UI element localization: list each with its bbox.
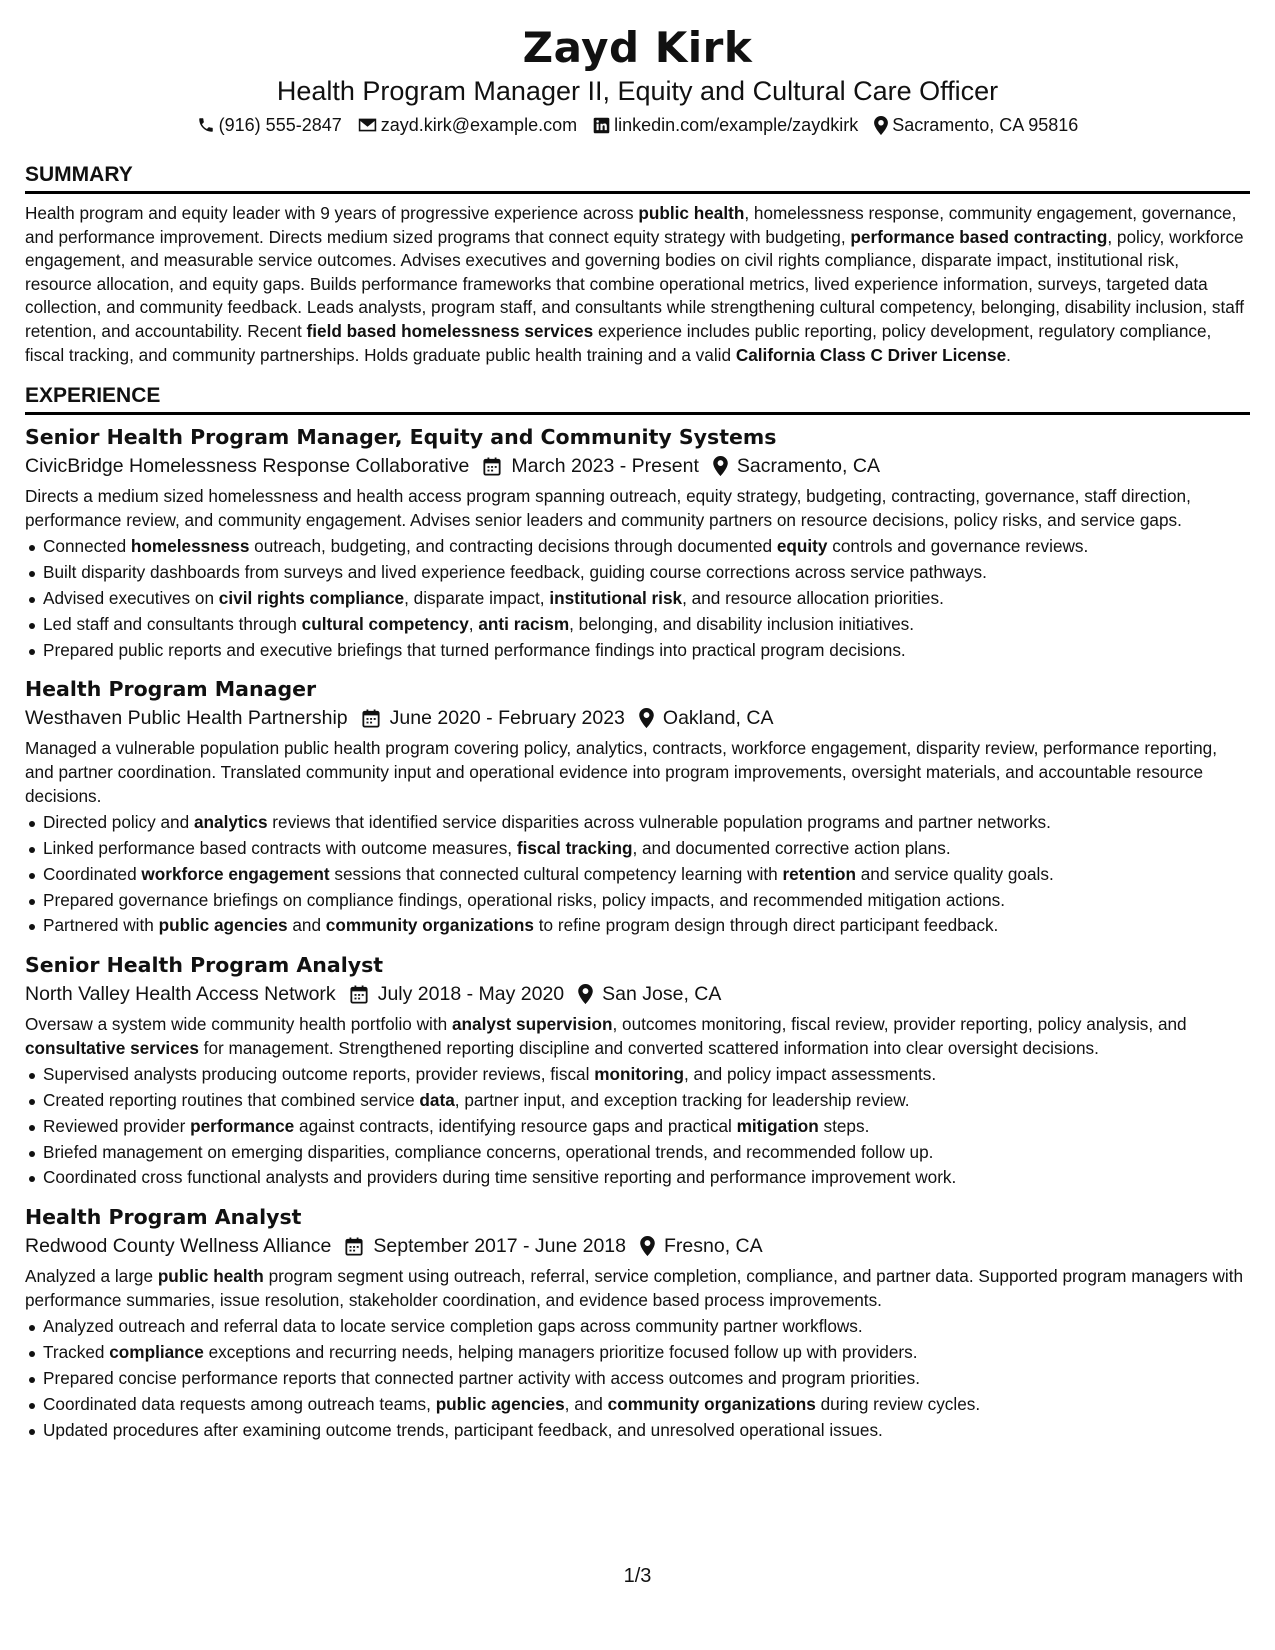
job-title: Senior Health Program Analyst: [25, 953, 384, 978]
candidate-name: Zayd Kirk: [522, 23, 753, 72]
job-organization: CivicBridge Homelessness Response Collaborative: [25, 455, 470, 478]
bold-keyword: performance based contracting: [850, 226, 1108, 247]
bullet-item: Supervised analysts producing outcome reports, provider reviews, fiscal monitoring, and policy impact assessments.: [25, 1062, 1250, 1088]
bold-keyword: monitoring: [594, 1064, 684, 1085]
job-location: San Jose, CA: [602, 983, 722, 1006]
bullet-item: Coordinated cross functional analysts and providers during time sensitive reporting and performance improvement work.: [25, 1165, 1250, 1191]
resume-header: [25, 22, 1250, 137]
contact-email[interactable]: [358, 113, 577, 137]
bold-keyword: mitigation: [736, 1115, 819, 1136]
calendar-icon: [362, 709, 380, 728]
calendar-icon: [483, 457, 501, 476]
map-pin-icon: [639, 708, 654, 728]
bold-keyword: equity: [776, 536, 828, 557]
job-entry: [25, 1203, 1250, 1443]
contact-location: [874, 113, 1078, 137]
bullet-item: Advised executives on civil rights compliance, disparate impact, institutional risk, and resource allocation priorities.: [25, 586, 1250, 612]
bold-keyword: California Class C Driver License: [735, 344, 1007, 365]
job-title: Health Program Analyst: [25, 1205, 302, 1230]
linkedin-text[interactable]: linkedin.com/example/zaydkirk: [614, 115, 859, 135]
bold-keyword: field based homelessness services: [306, 320, 594, 341]
bullet-item: Prepared concise performance reports that connected partner activity with access outcomes and program priorities.: [25, 1366, 1250, 1392]
contact-phone: [197, 113, 342, 137]
bullet-item: Partnered with public agencies and community organizations to refine program design through direct participant feedback.: [25, 913, 1250, 939]
bold-keyword: community organizations: [607, 1393, 816, 1414]
job-bullets: [25, 534, 1250, 663]
job-entry: [25, 423, 1250, 663]
job-dates: June 2020 - February 2023: [389, 707, 625, 730]
bold-keyword: retention: [782, 863, 856, 884]
job-organization: North Valley Health Access Network: [25, 983, 336, 1006]
bold-keyword: performance: [190, 1115, 295, 1136]
bold-keyword: cultural competency: [301, 613, 469, 634]
job-description: Oversaw a system wide community health portfolio with analyst supervision, outcomes monitoring, fiscal review, provider reporting, policy analysis, and consultative services for management. Strengthened reporting discipline and converted scattered information into clear oversight decisions.: [25, 1014, 1187, 1058]
bold-keyword: community organizations: [325, 915, 534, 936]
location-text: Sacramento, CA 95816: [892, 115, 1079, 135]
phone-text: (916) 555-2847: [218, 115, 342, 135]
bullet-item: Prepared public reports and executive briefings that turned performance findings into practical program decisions.: [25, 638, 1250, 664]
resume-page: [25, 22, 1250, 1443]
bullet-item: Linked performance based contracts with outcome measures, fiscal tracking, and documented corrective action plans.: [25, 836, 1250, 862]
bullet-item: Connected homelessness outreach, budgeting, and contracting decisions through documented equity controls and governance reviews.: [25, 534, 1250, 560]
bullet-item: Updated procedures after examining outcome trends, participant feedback, and unresolved operational issues.: [25, 1418, 1250, 1444]
bold-keyword: civil rights compliance: [218, 587, 405, 608]
job-entry: [25, 675, 1250, 939]
bullet-item: Led staff and consultants through cultural competency, anti racism, belonging, and disability inclusion initiatives.: [25, 612, 1250, 638]
job-description: Managed a vulnerable population public health program covering policy, analytics, contracts, workforce engagement, disparity review, performance reporting, and partner coordination. Translated community input and operational evidence into program improvements, oversight materials, and accountable resource decisions.: [25, 738, 1217, 806]
summary-heading: SUMMARY: [25, 162, 1250, 194]
job-organization: Redwood County Wellness Alliance: [25, 1235, 332, 1258]
bold-keyword: compliance: [109, 1342, 204, 1363]
page-number: 1/3: [623, 1565, 652, 1587]
experience-list: [25, 423, 1250, 1443]
bold-keyword: workforce engagement: [141, 863, 330, 884]
map-pin-icon: [640, 1236, 655, 1256]
bold-keyword: public health: [638, 203, 745, 223]
bold-keyword: analyst supervision: [452, 1014, 613, 1035]
summary-text: Health program and equity leader with 9 years of progressive experience across public health, homelessness response, community engagement, governance, and performance improvement. Directs medium sized programs that connect equity strategy with budgeting, performance based contracting, policy, workforce engagement, and measurable service outcomes. Advises executives and governing bodies on civil rights compliance, disparate impact, institutional risk, resource allocation, and equity gaps. Builds performance frameworks that combine operational metrics, lived experience information, surveys, targeted data collection, and community feedback. Leads analysts, program staff, and consultants while strengthening cultural competency, belonging, disability inclusion, staff retention, and accountability. Recent field based homelessness services experience includes public reporting, policy development, regulatory compliance, fiscal tracking, and community partnerships. Holds graduate public health training and a valid California Class C Driver License.: [25, 203, 1245, 365]
bullet-item: Created reporting routines that combined service data, partner input, and exception tracking for leadership review.: [25, 1088, 1250, 1114]
map-pin-icon: [874, 116, 888, 135]
bullet-item: Coordinated data requests among outreach teams, public agencies, and community organizations during review cycles.: [25, 1392, 1250, 1418]
bold-keyword: analytics: [193, 812, 268, 833]
job-description: Directs a medium sized homelessness and health access program spanning outreach, equity strategy, budgeting, contracting, governance, staff direction, performance review, and community engagement. Advises senior leaders and community partners on resource decisions, policy risks, and service gaps.: [25, 486, 1191, 530]
job-bullets: [25, 1314, 1250, 1443]
job-location: Oakland, CA: [662, 707, 774, 730]
calendar-icon: [350, 985, 368, 1004]
bold-keyword: institutional risk: [549, 587, 683, 608]
bullet-item: Built disparity dashboards from surveys and lived experience feedback, guiding course corrections across service pathways.: [25, 560, 1250, 586]
job-organization: Westhaven Public Health Partnership: [25, 707, 348, 730]
experience-heading: EXPERIENCE: [25, 383, 1250, 415]
job-meta: [25, 1233, 1250, 1259]
bullet-item: Analyzed outreach and referral data to locate service completion gaps across community partner workflows.: [25, 1314, 1250, 1340]
contact-line: [25, 113, 1250, 137]
map-pin-icon: [578, 984, 593, 1004]
job-title: Health Program Manager: [25, 677, 317, 702]
calendar-icon: [345, 1237, 363, 1256]
bold-keyword: fiscal tracking: [516, 837, 633, 858]
job-dates: September 2017 - June 2018: [373, 1235, 627, 1258]
job-meta: [25, 453, 1250, 479]
contact-linkedin[interactable]: [593, 113, 858, 137]
job-meta: [25, 705, 1250, 731]
map-pin-icon: [713, 456, 728, 476]
job-meta: [25, 981, 1250, 1007]
candidate-title: Health Program Manager II, Equity and Cultural Care Officer: [276, 76, 999, 106]
bullet-item: Prepared governance briefings on compliance findings, operational risks, policy impacts, and recommended mitigation actions.: [25, 888, 1250, 914]
job-bullets: [25, 810, 1250, 939]
bold-keyword: public health: [157, 1266, 264, 1287]
envelope-icon: [358, 117, 377, 133]
bullet-item: Directed policy and analytics reviews that identified service disparities across vulnerable population programs and partner networks.: [25, 810, 1250, 836]
bullet-item: Tracked compliance exceptions and recurring needs, helping managers prioritize focused follow up with providers.: [25, 1340, 1250, 1366]
job-dates: March 2023 - Present: [511, 455, 699, 478]
job-description: Analyzed a large public health program segment using outreach, referral, service completion, compliance, and partner data. Supported program managers with performance summaries, issue resolution, stakeholder coordination, and evidence based process improvements.: [25, 1266, 1244, 1310]
job-entry: [25, 951, 1250, 1191]
bold-keyword: data: [419, 1090, 455, 1111]
bold-keyword: anti racism: [478, 613, 570, 634]
bullet-item: Coordinated workforce engagement sessions that connected cultural competency learning with retention and service quality goals.: [25, 862, 1250, 888]
bold-keyword: homelessness: [130, 536, 250, 557]
bold-keyword: consultative services: [25, 1037, 199, 1058]
bullet-item: Reviewed provider performance against contracts, identifying resource gaps and practical mitigation steps.: [25, 1114, 1250, 1140]
job-bullets: [25, 1062, 1250, 1191]
job-location: Fresno, CA: [664, 1235, 763, 1258]
bold-keyword: public agencies: [435, 1393, 565, 1414]
bullet-item: Briefed management on emerging disparities, compliance concerns, operational trends, and recommended follow up.: [25, 1140, 1250, 1166]
linkedin-icon: [593, 117, 610, 134]
phone-icon: [197, 116, 215, 134]
job-title: Senior Health Program Manager, Equity and Community Systems: [25, 425, 777, 450]
email-text[interactable]: zayd.kirk@example.com: [380, 115, 578, 135]
bold-keyword: public agencies: [158, 915, 288, 936]
job-location: Sacramento, CA: [736, 455, 880, 478]
job-dates: July 2018 - May 2020: [377, 983, 565, 1006]
